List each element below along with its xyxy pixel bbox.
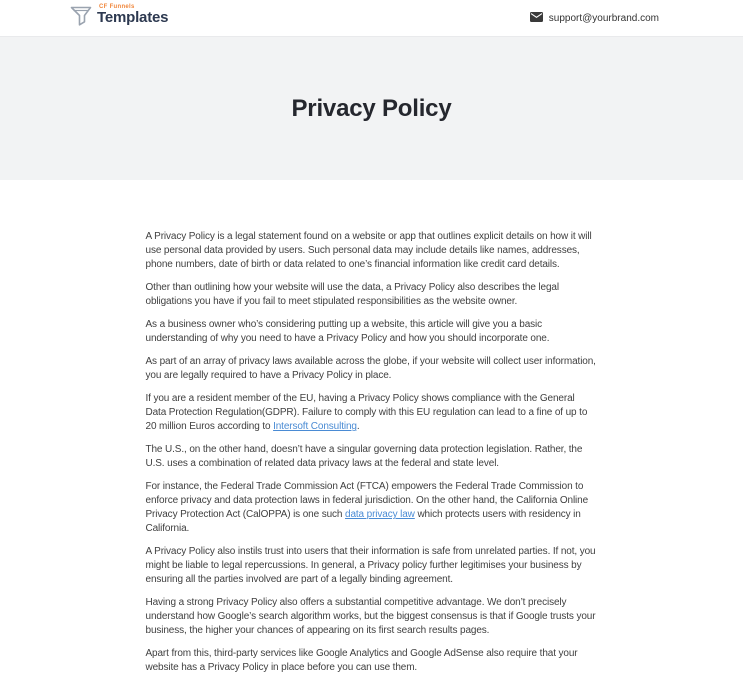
paragraph: If you are a resident member of the EU, having a Privacy Policy shows compliance with the General Data Protection Regulation(GDPR). Failure to comply with this EU regulation can lead to a fine of up to 20 million Euros according to Intersoft Consulting.	[145, 393, 588, 432]
paragraph: A Privacy Policy is a legal statement found on a website or app that outlines explicit details on how it will use personal data provided by users. Such personal data may include details like names, addresses, phone numbers, date of birth or data related to one’s financial information like credit card details.	[145, 231, 592, 270]
inline-link[interactable]: Intersoft Consulting	[273, 421, 357, 432]
page-title: Privacy Policy	[291, 94, 452, 122]
brand-title: Templates	[97, 9, 169, 26]
funnel-icon	[70, 3, 94, 33]
inline-link[interactable]: data privacy law	[345, 509, 415, 520]
policy-text	[146, 180, 598, 675]
paragraph: The U.S., on the other hand, doesn’t have a singular governing data protection legislation. Rather, the U.S. uses a combination of related data privacy laws at the federal and state level.	[145, 444, 583, 469]
paragraph: As a business owner who’s considering putting up a website, this article will give you a basic understanding of why you need to have a Privacy Policy and how you should incorporate one.	[145, 319, 550, 344]
paragraph: For instance, the Federal Trade Commission Act (FTCA) empowers the Federal Trade Commission to enforce privacy and data protection laws in federal jurisdiction. On the other hand, the California Online Privacy Protection Act (CalOPPA) is one such data privacy law which protects users with residency in California.	[145, 481, 589, 534]
support-email[interactable]	[530, 12, 659, 25]
hero-section	[0, 37, 743, 180]
brand-logo[interactable]	[70, 3, 168, 33]
paragraph: Having a strong Privacy Policy also offers a substantial competitive advantage. We don’t precisely understand how Google’s search algorithm works, but the biggest consensus is that if Google trusts your business, the higher your chances of appearing on its first search results pages.	[145, 597, 596, 636]
email-text: support@yourbrand.com	[548, 12, 659, 24]
paragraph: Other than outlining how your website will use the data, a Privacy Policy also describes the legal obligations you have if you fail to meet stipulated responsibilities as the website owner.	[145, 282, 559, 307]
brand-subtitle: CF Funnels	[99, 4, 135, 10]
paragraph: Apart from this, third-party services like Google Analytics and Google AdSense also require that your website has a Privacy Policy in place before you can use them.	[145, 648, 578, 673]
paragraph: As part of an array of privacy laws available across the globe, if your website will collect user information, you are legally required to have a Privacy Policy in place.	[145, 356, 596, 381]
paragraph: A Privacy Policy also instils trust into users that their information is safe from unrelated parties. If not, you might be liable to legal repercussions. In general, a Privacy policy further legitimises your business by ensuring all the parties involved are part of a legally binding agreement.	[145, 546, 596, 585]
email-icon	[530, 12, 543, 25]
header	[0, 0, 743, 37]
